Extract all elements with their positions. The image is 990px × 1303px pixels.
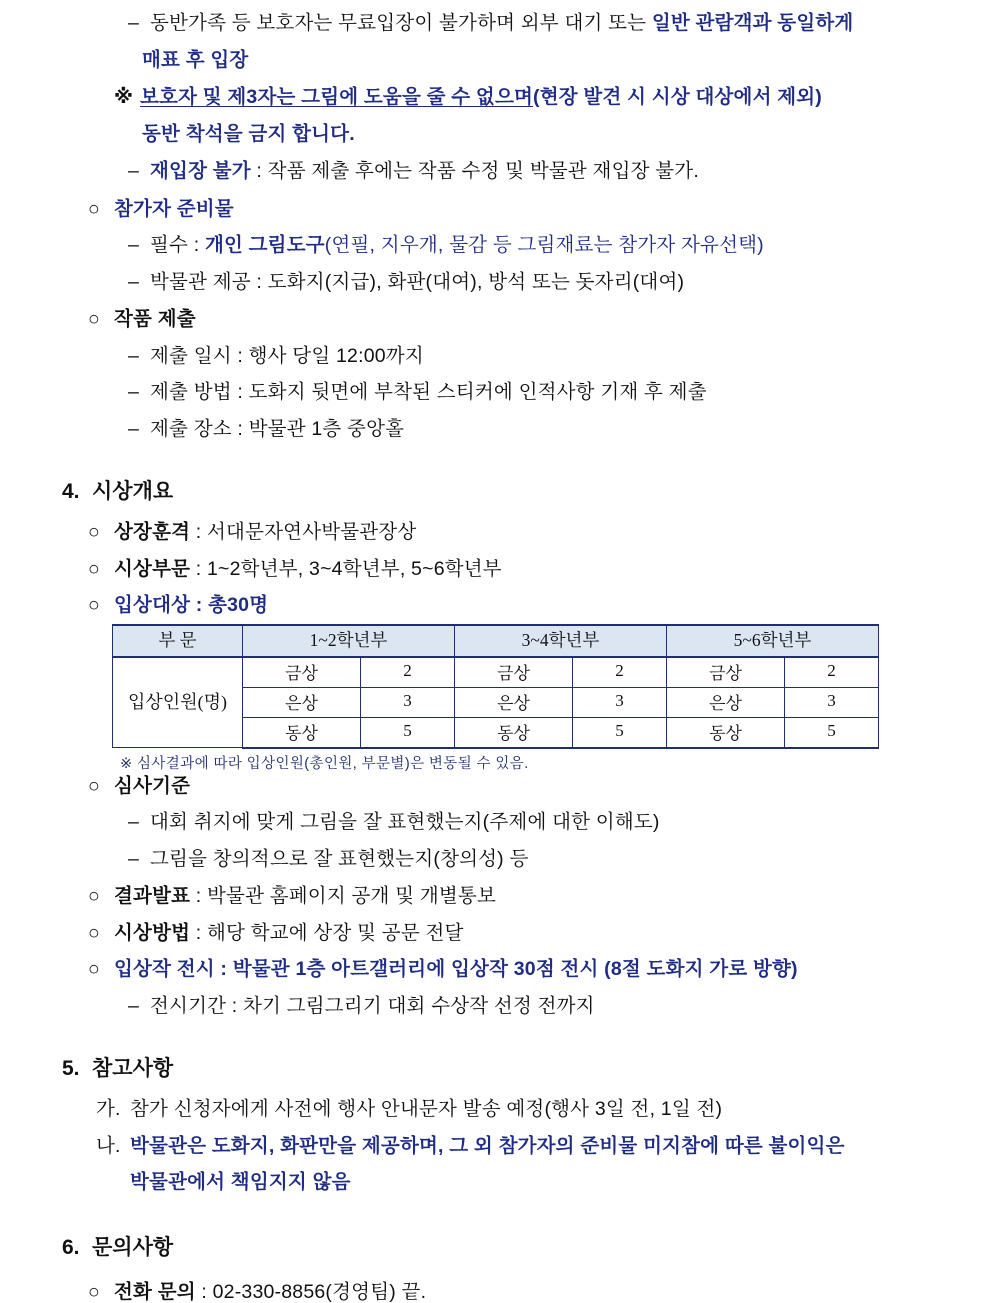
reference-item-b-text: 박물관은 도화지, 화판만을 제공하며, 그 외 참가자의 준비물 미지참에 따른 불이익은 bbox=[130, 1134, 845, 1157]
prize-count-bronze-3-4: 5 bbox=[573, 717, 667, 748]
supplies-required-emphasis: 개인 그림도구 bbox=[204, 234, 325, 256]
dash-marker: – bbox=[128, 847, 140, 870]
contact-row bbox=[88, 1280, 990, 1303]
circle-marker: ○ bbox=[88, 1280, 100, 1303]
award-name-label: 상장훈격 bbox=[114, 521, 191, 543]
award-method-row bbox=[88, 921, 990, 944]
submission-method-text: 제출 방법 : 도화지 뒷면에 부착된 스티커에 인적사항 기재 후 제출 bbox=[150, 381, 707, 403]
dash-marker: – bbox=[128, 270, 140, 293]
dash-marker: – bbox=[128, 994, 140, 1017]
submission-place bbox=[128, 417, 990, 440]
circle-marker: ○ bbox=[88, 885, 100, 907]
circle-marker: ○ bbox=[88, 594, 100, 616]
circle-marker: ○ bbox=[88, 308, 100, 330]
asterisk-marker: ※ bbox=[114, 86, 134, 108]
dash-marker: – bbox=[128, 12, 140, 34]
supplies-required-detail: (연필, 지우개, 물감 등 그림재료는 참가자 자유선택) bbox=[324, 234, 764, 256]
item-marker-na: 나. bbox=[96, 1134, 121, 1157]
supplies-museum-provided bbox=[128, 270, 990, 293]
award-divisions-row bbox=[88, 557, 990, 580]
reference-item-b-cont bbox=[130, 1173, 990, 1193]
prize-table-header-grade-5-6: 5~6학년부 bbox=[667, 625, 879, 657]
submission-place-text: 제출 장소 : 박물관 1층 중앙홀 bbox=[150, 417, 405, 440]
no-reentry-value: : 작품 제출 후에는 작품 수정 및 박물관 재입장 불가. bbox=[250, 160, 699, 182]
submission-datetime bbox=[128, 344, 990, 367]
heading-artwork-submission bbox=[88, 310, 990, 330]
section-6-number: 6. bbox=[62, 1235, 80, 1259]
prize-table-row-label: 입상인원(명) bbox=[113, 657, 243, 748]
judging-criteria-label: 심사기준 bbox=[114, 774, 191, 797]
prize-grade-silver-5-6: 은상 bbox=[667, 687, 785, 717]
section-6-title: 문의사항 bbox=[92, 1235, 174, 1259]
section-5-number: 5. bbox=[62, 1057, 80, 1080]
result-notice-label: 결과발표 bbox=[114, 885, 191, 907]
award-method-value: : 해당 학교에 상장 및 공문 전달 bbox=[190, 921, 464, 944]
participant-supplies-label: 참가자 준비물 bbox=[114, 197, 234, 220]
prize-count-silver-3-4: 3 bbox=[573, 687, 667, 717]
supplies-required-label: 필수 : bbox=[150, 234, 205, 256]
reference-item-a bbox=[96, 1100, 990, 1120]
no-reentry-label: 재입장 불가 bbox=[150, 160, 251, 182]
criteria-theme-understanding bbox=[128, 813, 990, 833]
section-4-title: 시상개요 bbox=[92, 480, 174, 503]
prize-count-silver-1-2: 3 bbox=[361, 687, 455, 717]
dash-marker: – bbox=[128, 234, 140, 256]
award-divisions-value: : 1~2학년부, 3~4학년부, 5~6학년부 bbox=[190, 557, 502, 580]
prize-count-gold-1-2: 2 bbox=[361, 657, 455, 688]
result-notice-value: : 박물관 홈페이지 공개 및 개별통보 bbox=[190, 885, 496, 907]
result-notice-row bbox=[88, 887, 990, 907]
award-method-label: 시상방법 bbox=[114, 921, 191, 944]
reference-item-a-text: 참가 신청자에게 사전에 행사 안내문자 발송 예정(행사 3일 전, 1일 전) bbox=[130, 1098, 723, 1120]
section-4-number: 4. bbox=[62, 480, 80, 503]
notice-no-help-cont bbox=[142, 122, 990, 145]
circle-marker: ○ bbox=[88, 958, 100, 980]
circle-marker: ○ bbox=[88, 774, 100, 797]
notice-no-help-paren: (현장 발견 시 시상 대상에서 제외) bbox=[533, 86, 823, 108]
prize-grade-gold-1-2: 금상 bbox=[243, 657, 361, 688]
reference-item-b-cont-text: 박물관에서 책임지지 않음 bbox=[130, 1171, 351, 1193]
prize-count-bronze-1-2: 5 bbox=[361, 717, 455, 748]
prize-table-header-division: 부 문 bbox=[113, 625, 243, 657]
prize-table bbox=[112, 624, 879, 749]
exhibition-period-text: 전시기간 : 차기 그림그리기 대회 수상작 선정 전까지 bbox=[150, 994, 595, 1017]
section-5-title: 참고사항 bbox=[92, 1057, 174, 1080]
exhibition-row bbox=[88, 960, 990, 980]
award-divisions-label: 시상부문 bbox=[114, 557, 191, 580]
circle-marker: ○ bbox=[88, 557, 100, 580]
circle-marker: ○ bbox=[88, 921, 100, 944]
award-name-value: : 서대문자연사박물관장상 bbox=[190, 521, 417, 543]
prize-count-silver-5-6: 3 bbox=[785, 687, 879, 717]
award-targets-row bbox=[88, 596, 990, 616]
prize-count-gold-5-6: 2 bbox=[785, 657, 879, 688]
bullet-guardian-entry-cont bbox=[142, 48, 990, 71]
bullet-no-reentry bbox=[128, 162, 990, 182]
exhibition-text: 입상작 전시 : 박물관 1층 아트갤러리에 입상작 30점 전시 (8절 도화지 가로 방향) bbox=[114, 958, 798, 980]
guardian-entry-emphasis: 일반 관람객과 동일하게 bbox=[651, 12, 854, 34]
prize-count-bronze-5-6: 5 bbox=[785, 717, 879, 748]
submission-datetime-text: 제출 일시 : 행사 당일 12:00까지 bbox=[150, 344, 424, 367]
dash-marker: – bbox=[128, 381, 140, 403]
prize-table-header-row bbox=[113, 625, 879, 657]
reference-item-b bbox=[96, 1134, 990, 1157]
supplies-museum-provided-text: 박물관 제공 : 도화지(지급), 화판(대여), 방석 또는 돗자리(대여) bbox=[150, 270, 685, 293]
section-5-heading bbox=[62, 1052, 990, 1082]
prize-count-gold-3-4: 2 bbox=[573, 657, 667, 688]
dash-marker: – bbox=[128, 811, 140, 833]
supplies-required bbox=[128, 236, 990, 256]
document-end-mark: 끝. bbox=[395, 1280, 427, 1303]
dash-marker: – bbox=[128, 344, 140, 367]
prize-grade-bronze-1-2: 동상 bbox=[243, 717, 361, 748]
dash-marker: – bbox=[128, 417, 140, 440]
criteria-theme-understanding-text: 대회 취지에 맞게 그림을 잘 표현했는지(주제에 대한 이해도) bbox=[150, 811, 660, 833]
notice-no-help-underlined: 보호자 및 제3자는 그림에 도움을 줄 수 없으며 bbox=[140, 86, 534, 108]
exhibition-period bbox=[128, 994, 990, 1017]
dash-marker: – bbox=[128, 160, 140, 182]
heading-participant-supplies bbox=[88, 197, 990, 220]
prize-grade-silver-1-2: 은상 bbox=[243, 687, 361, 717]
heading-judging-criteria bbox=[88, 774, 990, 797]
notice-no-help-cont-text: 동반 착석을 금지 합니다. bbox=[142, 122, 355, 145]
contact-phone-number: : 02-330-8856(경영팀) bbox=[195, 1280, 396, 1303]
prize-table-header-grade-3-4: 3~4학년부 bbox=[455, 625, 667, 657]
table-row bbox=[113, 657, 879, 688]
guardian-entry-cont-text: 매표 후 입장 bbox=[142, 48, 249, 71]
notice-no-help bbox=[114, 88, 990, 108]
prize-grade-bronze-3-4: 동상 bbox=[455, 717, 573, 748]
circle-marker: ○ bbox=[88, 521, 100, 543]
prize-grade-bronze-5-6: 동상 bbox=[667, 717, 785, 748]
criteria-creativity-text: 그림을 창의적으로 잘 표현했는지(창의성) 등 bbox=[150, 847, 529, 870]
prize-table-note: ※ 심사결과에 따라 입상인원(총인원, 부문별)은 변동될 수 있음. bbox=[120, 755, 529, 772]
artwork-submission-label: 작품 제출 bbox=[114, 308, 196, 330]
prize-grade-gold-3-4: 금상 bbox=[455, 657, 573, 688]
section-4-heading bbox=[62, 475, 990, 505]
contact-label: 전화 문의 bbox=[114, 1280, 196, 1303]
circle-marker: ○ bbox=[88, 197, 100, 220]
prize-table-wrapper bbox=[112, 624, 990, 749]
bullet-guardian-entry bbox=[128, 14, 990, 34]
guardian-entry-text: 동반가족 등 보호자는 무료입장이 불가하며 외부 대기 또는 bbox=[150, 12, 652, 34]
submission-method bbox=[128, 383, 990, 403]
criteria-creativity bbox=[128, 847, 990, 870]
award-targets-text: 입상대상 : 총30명 bbox=[114, 594, 269, 616]
prize-table-header-grade-1-2: 1~2학년부 bbox=[243, 625, 455, 657]
award-name-row bbox=[88, 523, 990, 543]
prize-grade-gold-5-6: 금상 bbox=[667, 657, 785, 688]
prize-grade-silver-3-4: 은상 bbox=[455, 687, 573, 717]
section-6-heading bbox=[62, 1231, 990, 1261]
item-marker-ga: 가. bbox=[96, 1098, 121, 1120]
